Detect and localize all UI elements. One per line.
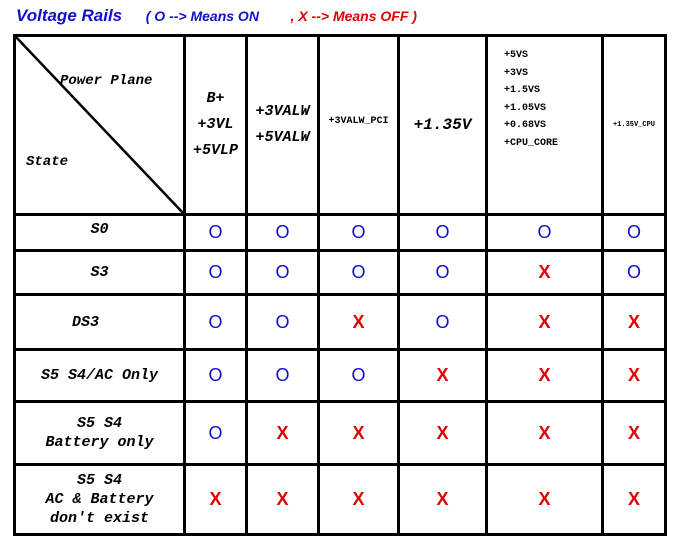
status-cell bbox=[319, 402, 399, 465]
state-cell bbox=[15, 215, 185, 251]
status-cell bbox=[399, 295, 487, 350]
legend-off: , X --> Means OFF ) bbox=[290, 8, 417, 24]
status-cell bbox=[399, 350, 487, 402]
header-col-6 bbox=[603, 36, 666, 215]
state-line: S5 S4/AC Only bbox=[40, 367, 159, 384]
status-cell bbox=[603, 350, 666, 402]
status-cell bbox=[247, 402, 319, 465]
voltage-rails-table bbox=[13, 34, 667, 536]
status-cell bbox=[487, 215, 603, 251]
status-on-mark: O bbox=[626, 222, 641, 242]
status-on-mark: O bbox=[351, 262, 366, 282]
state-line: S3 bbox=[90, 264, 109, 281]
status-cell bbox=[319, 465, 399, 535]
status-on-mark: O bbox=[208, 311, 223, 332]
status-cell bbox=[319, 215, 399, 251]
status-cell bbox=[487, 402, 603, 465]
status-on-mark: O bbox=[626, 262, 641, 282]
status-off-mark: X bbox=[209, 489, 222, 509]
table-row bbox=[15, 215, 666, 251]
status-off-mark: X bbox=[627, 365, 640, 385]
header-col-1-line-1: B+ bbox=[206, 90, 225, 107]
header-col-2-line-1: +3VALW bbox=[255, 103, 310, 120]
state-cell bbox=[15, 295, 185, 350]
status-cell bbox=[247, 465, 319, 535]
header-col-3-line-1: +3VALW_PCI bbox=[328, 115, 389, 127]
status-cell bbox=[487, 251, 603, 295]
header-col-5 bbox=[487, 36, 603, 215]
status-cell bbox=[185, 465, 247, 535]
status-cell bbox=[487, 295, 603, 350]
status-cell bbox=[603, 465, 666, 535]
status-cell bbox=[399, 251, 487, 295]
status-cell bbox=[319, 251, 399, 295]
header-col-5-line-3: +1.5VS bbox=[504, 85, 541, 96]
state-line: AC & Battery bbox=[45, 491, 154, 508]
status-off-mark: X bbox=[352, 311, 365, 332]
status-cell bbox=[399, 402, 487, 465]
status-on-mark: O bbox=[435, 262, 450, 282]
status-cell bbox=[247, 215, 319, 251]
status-on-mark: O bbox=[275, 222, 290, 242]
status-on-mark: O bbox=[208, 365, 223, 385]
status-off-mark: X bbox=[538, 365, 551, 385]
status-on-mark: O bbox=[208, 422, 223, 443]
status-cell bbox=[247, 295, 319, 350]
status-off-mark: X bbox=[436, 489, 449, 509]
status-cell bbox=[185, 402, 247, 465]
status-on-mark: O bbox=[275, 365, 290, 385]
status-on-mark: O bbox=[537, 222, 552, 242]
status-off-mark: X bbox=[538, 262, 551, 282]
status-off-mark: X bbox=[352, 422, 365, 443]
corner-state-label: State bbox=[26, 154, 69, 170]
status-cell bbox=[603, 251, 666, 295]
state-cell bbox=[15, 402, 185, 465]
status-off-mark: X bbox=[538, 311, 551, 332]
header-col-1-line-3: +5VLP bbox=[192, 142, 238, 159]
status-off-mark: X bbox=[538, 422, 551, 443]
status-on-mark: O bbox=[208, 262, 223, 282]
status-off-mark: X bbox=[538, 489, 551, 509]
header-col-4-line-1: +1.35V bbox=[413, 116, 472, 134]
state-cell bbox=[15, 251, 185, 295]
header-col-1 bbox=[185, 36, 247, 215]
status-on-mark: O bbox=[351, 222, 366, 242]
header-col-5-line-6: +CPU_CORE bbox=[504, 137, 559, 149]
table-row bbox=[15, 402, 666, 465]
header-col-5-line-2: +3VS bbox=[504, 67, 529, 79]
status-cell bbox=[185, 215, 247, 251]
page-title: Voltage Rails bbox=[16, 6, 123, 25]
status-off-mark: X bbox=[352, 489, 365, 509]
state-line: S5 S4 bbox=[76, 415, 122, 432]
table-row bbox=[15, 350, 666, 402]
header-col-1-line-2: +3VL bbox=[197, 116, 234, 133]
status-on-mark: O bbox=[275, 311, 290, 332]
status-cell bbox=[185, 251, 247, 295]
status-off-mark: X bbox=[276, 489, 289, 509]
status-off-mark: X bbox=[627, 489, 640, 509]
state-line: S0 bbox=[90, 221, 109, 238]
header-col-5-line-1: +5VS bbox=[504, 50, 529, 61]
header-col-2 bbox=[247, 36, 319, 215]
table-row bbox=[15, 295, 666, 350]
header-col-6-line-1: +1.35V_CPU bbox=[612, 121, 655, 129]
corner-cell bbox=[15, 36, 185, 215]
status-off-mark: X bbox=[627, 422, 640, 443]
header-col-5-line-4: +1.05VS bbox=[504, 102, 547, 114]
status-cell bbox=[399, 215, 487, 251]
corner-power-plane-label: Power Plane bbox=[60, 73, 153, 89]
title-row bbox=[16, 6, 417, 26]
status-cell bbox=[185, 350, 247, 402]
state-line: DS3 bbox=[71, 313, 99, 331]
status-on-mark: O bbox=[275, 262, 290, 282]
status-off-mark: X bbox=[276, 422, 289, 443]
state-cell bbox=[15, 465, 185, 535]
header-row bbox=[15, 36, 666, 215]
status-cell bbox=[399, 465, 487, 535]
status-cell bbox=[319, 350, 399, 402]
status-cell bbox=[319, 295, 399, 350]
status-cell bbox=[487, 465, 603, 535]
state-line: don't exist bbox=[49, 510, 150, 527]
status-off-mark: X bbox=[627, 311, 640, 332]
diagonal-divider bbox=[16, 37, 186, 216]
status-cell bbox=[247, 350, 319, 402]
table-row bbox=[15, 465, 666, 535]
header-col-2-line-2: +5VALW bbox=[255, 129, 310, 146]
state-line: S5 S4 bbox=[76, 472, 122, 489]
status-cell bbox=[487, 350, 603, 402]
status-off-mark: X bbox=[436, 365, 449, 385]
state-line: Battery only bbox=[45, 434, 154, 451]
status-cell bbox=[603, 215, 666, 251]
status-cell bbox=[185, 295, 247, 350]
status-cell bbox=[247, 251, 319, 295]
status-on-mark: O bbox=[435, 311, 450, 332]
table-row bbox=[15, 251, 666, 295]
state-cell bbox=[15, 350, 185, 402]
status-cell bbox=[603, 295, 666, 350]
status-on-mark: O bbox=[208, 222, 223, 242]
status-on-mark: O bbox=[351, 365, 366, 385]
header-col-3 bbox=[319, 36, 399, 215]
status-cell bbox=[603, 402, 666, 465]
header-col-4 bbox=[399, 36, 487, 215]
status-on-mark: O bbox=[435, 222, 450, 242]
legend-on: ( O --> Means ON bbox=[145, 8, 259, 24]
status-off-mark: X bbox=[436, 422, 449, 443]
header-col-5-line-5: +0.68VS bbox=[504, 120, 547, 131]
